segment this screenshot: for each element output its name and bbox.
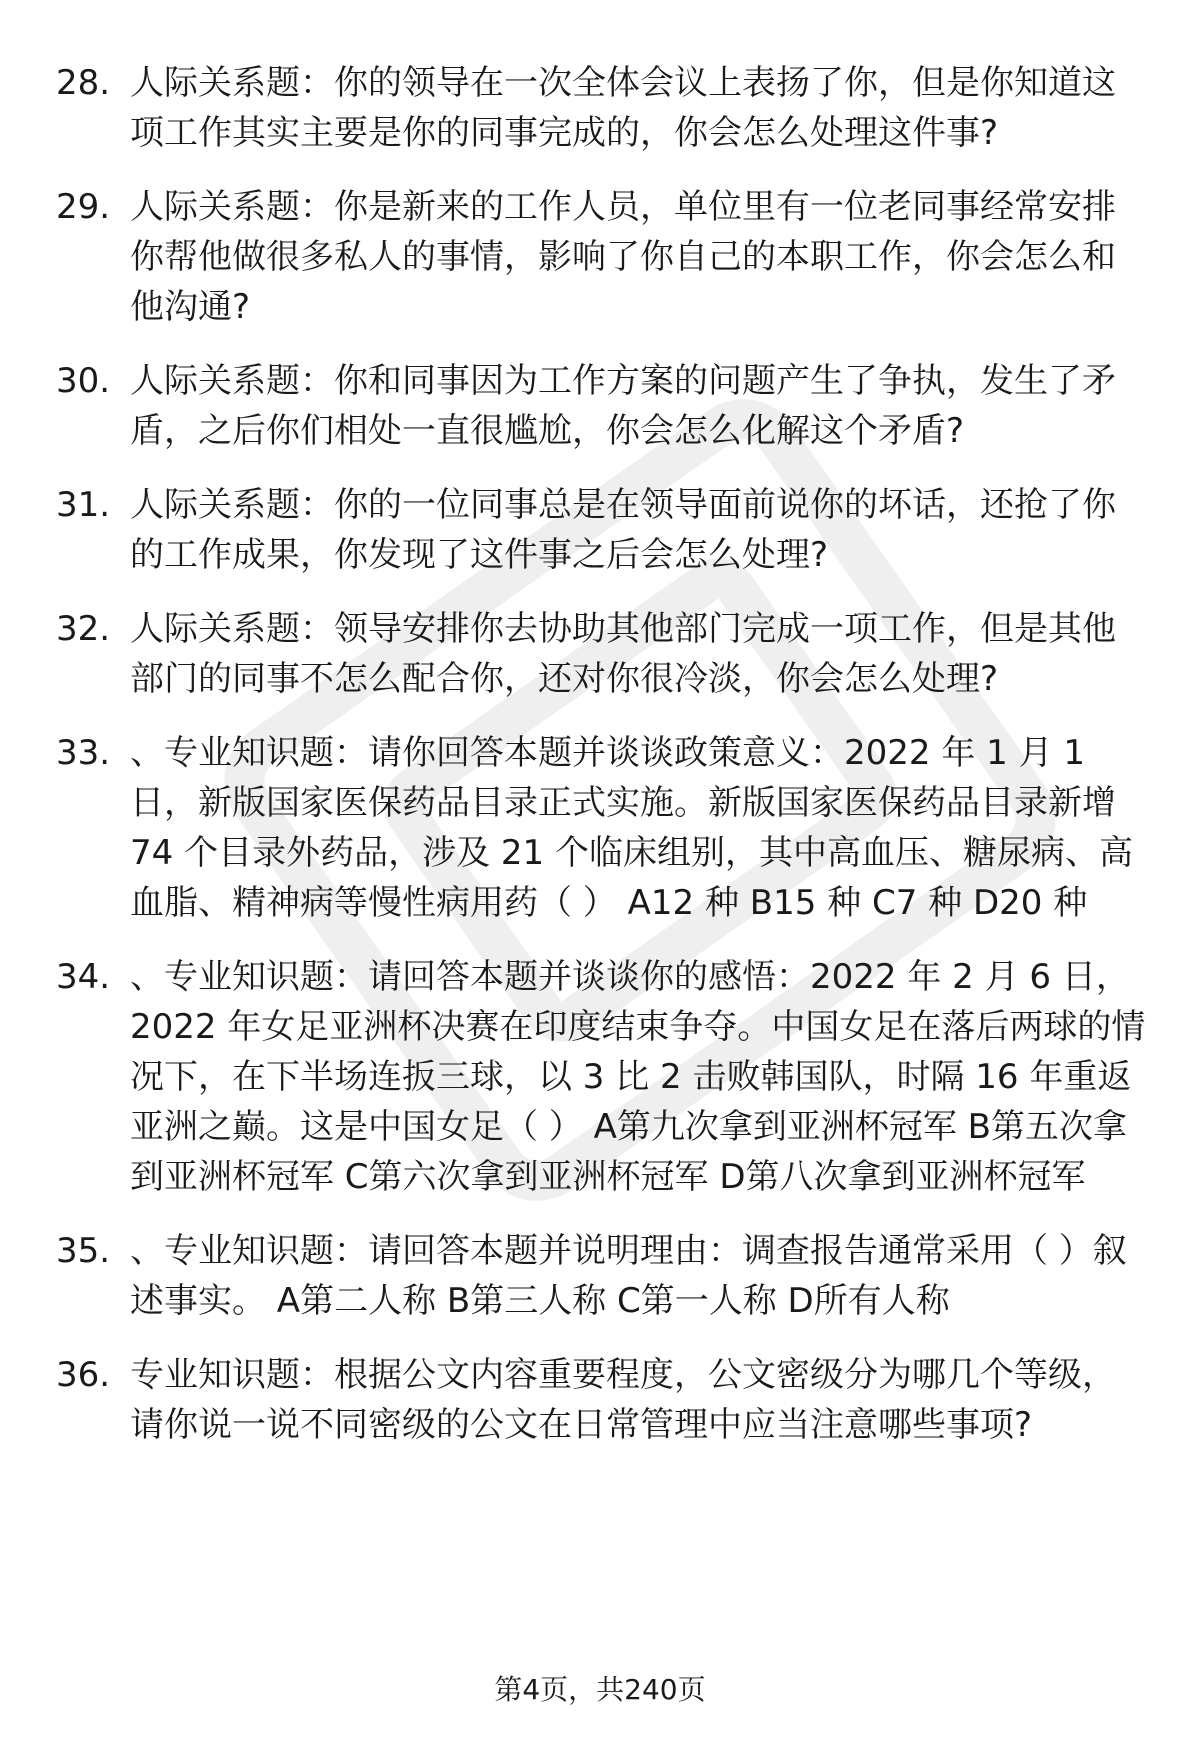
question-number: 32.: [56, 609, 111, 649]
question-text: 专业知识题：根据公文内容重要程度，公文密级分为哪几个等级，请你说一说不同密级的公文在日常管理中应当注意哪些事项?: [130, 1355, 1116, 1445]
question-number: 31.: [56, 485, 111, 525]
question-item: [56, 356, 1146, 456]
question-text: 人际关系题：领导安排你去协助其他部门完成一项工作，但是其他部门的同事不怎么配合你，还对你很冷淡，你会怎么处理?: [130, 609, 1116, 699]
question-item: [56, 952, 1146, 1202]
question-text: 人际关系题：你的一位同事总是在领导面前说你的坏话，还抢了你的工作成果，你发现了这件事之后会怎么处理?: [130, 485, 1116, 575]
question-item: [56, 58, 1146, 158]
question-text: 人际关系题：你和同事因为工作方案的问题产生了争执，发生了矛盾，之后你们相处一直很尴尬，你会怎么化解这个矛盾?: [130, 361, 1116, 451]
question-item: [56, 1350, 1146, 1450]
question-number: 36.: [56, 1355, 111, 1395]
page-number-footer: 第4页，共240页: [494, 1673, 706, 1706]
question-text: 、专业知识题：请你回答本题并谈谈政策意义：2022 年 1 月 1 日，新版国家医保药品目录正式实施。新版国家医保药品目录新增 74 个目录外药品，涉及 21 个临床组别，其中高血压、糖尿病、高血脂、精神病等慢性病用药（ ） A12 种 B15 种 C7 种 D20 种: [130, 733, 1133, 923]
question-number: 35.: [56, 1231, 111, 1271]
question-item: [56, 480, 1146, 580]
question-text: 人际关系题：你的领导在一次全体会议上表扬了你，但是你知道这项工作其实主要是你的同事完成的，你会怎么处理这件事?: [130, 63, 1116, 153]
question-item: [56, 604, 1146, 704]
question-number: 30.: [56, 361, 111, 401]
question-item: [56, 1226, 1146, 1326]
question-text: 、专业知识题：请回答本题并谈谈你的感悟：2022 年 2 月 6 日，2022 年女足亚洲杯决赛在印度结束争夺。中国女足在落后两球的情况下，在下半场连扳三球，以 3 比 2 击败韩国队，时隔 16 年重返亚洲之巅。这是中国女足（ ） A第九次拿到亚洲杯冠军 B第五次拿到亚洲杯冠军 C第六次拿到亚洲杯冠军 D第八次拿到亚洲杯冠军: [130, 957, 1146, 1197]
question-number: 34.: [56, 957, 111, 997]
question-item: [56, 728, 1146, 928]
question-number: 33.: [56, 733, 111, 773]
question-text: 、专业知识题：请回答本题并说明理由：调查报告通常采用（ ）叙述事实。 A第二人称 B第三人称 C第一人称 D所有人称: [130, 1231, 1127, 1321]
question-list: [56, 58, 1146, 1474]
question-text: 人际关系题：你是新来的工作人员，单位里有一位老同事经常安排你帮他做很多私人的事情，影响了你自己的本职工作，你会怎么和他沟通?: [130, 187, 1116, 327]
question-number: 29.: [56, 187, 111, 227]
question-item: [56, 182, 1146, 332]
question-number: 28.: [56, 63, 111, 103]
